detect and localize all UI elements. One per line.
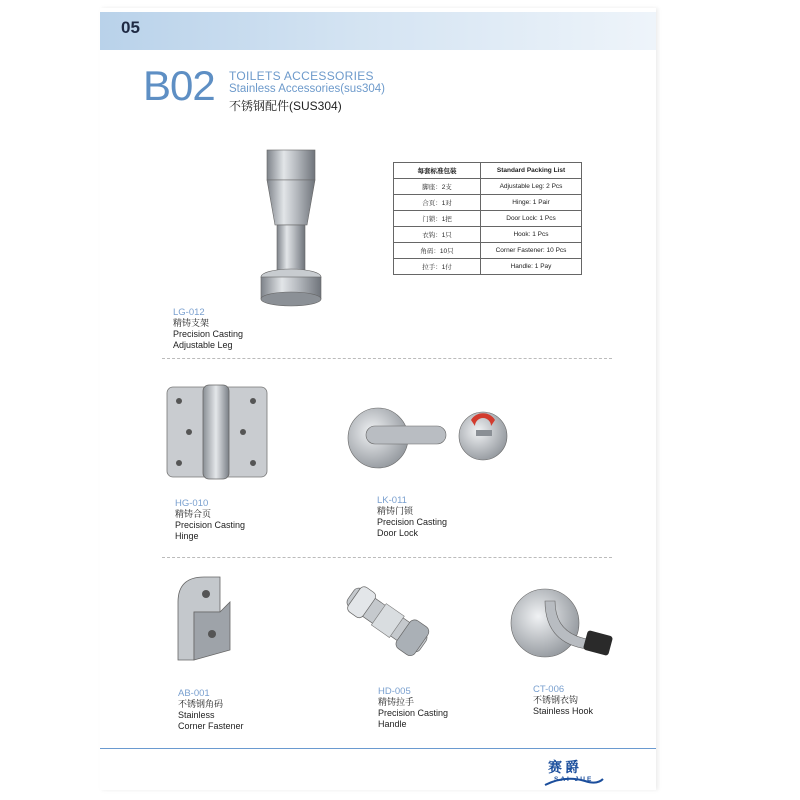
- table-header: Standard Packing List: [481, 163, 582, 179]
- table-row: [394, 243, 582, 259]
- table-row: [394, 195, 582, 211]
- table-header-row: [394, 163, 582, 179]
- product-name-cn: 不锈钢衣钩: [533, 695, 579, 705]
- table-cell: Hook: 1 Pcs: [481, 227, 582, 243]
- product-caption-hook: [533, 684, 593, 717]
- product-desc: Stainless: [178, 710, 215, 720]
- table-cell: Handle: 1 Pay: [481, 259, 582, 275]
- product-name-cn: 不锈钢角码: [178, 699, 224, 709]
- product-name-cn: 精铸支架: [173, 318, 210, 328]
- table-row: [394, 179, 582, 195]
- table-cell: Corner Fastener: 10 Pcs: [481, 243, 582, 259]
- product-desc: Precision Casting: [377, 517, 448, 527]
- product-code: CT-006: [533, 684, 565, 695]
- hinge-image: [165, 385, 270, 480]
- adjustable-leg-image: [255, 145, 335, 310]
- table-header: 每套标准包装: [394, 163, 481, 179]
- product-desc: Hinge: [175, 531, 199, 541]
- product-caption-leg: [173, 307, 243, 351]
- product-desc: Precision Casting: [378, 708, 449, 718]
- page-number: 05: [121, 18, 140, 37]
- table-cell: 角码：10只: [394, 243, 481, 259]
- stainless-hook-image: [505, 585, 615, 665]
- logo-text-en: SAI JUE: [554, 776, 594, 783]
- table-cell: 脚座：2支: [394, 179, 481, 195]
- product-desc: Precision Casting: [173, 329, 244, 339]
- table-cell: 拉手：1付: [394, 259, 481, 275]
- section-title: TOILETS ACCESSORIES: [229, 69, 374, 83]
- product-desc: Corner Fastener: [178, 721, 244, 731]
- header-band: [100, 12, 656, 50]
- product-desc: Adjustable Leg: [173, 340, 233, 350]
- product-caption-handle: [378, 686, 448, 730]
- door-lock-image: [348, 400, 508, 475]
- product-desc: Handle: [378, 719, 407, 729]
- table-cell: Hinge: 1 Pair: [481, 195, 582, 211]
- product-code: LK-011: [377, 495, 407, 506]
- product-code: HG-010: [175, 498, 209, 509]
- product-code: LG-012: [173, 307, 205, 318]
- section-subtitle: Stainless Accessories(sus304): [229, 83, 385, 95]
- product-caption-hinge: [175, 498, 245, 542]
- table-row: [394, 259, 582, 275]
- product-code: HD-005: [378, 686, 411, 697]
- footer-rule: [100, 748, 656, 749]
- product-code: AB-001: [178, 688, 210, 699]
- product-desc: Door Lock: [377, 528, 419, 538]
- section-subtitle-cn: 不锈钢配件(SUS304): [229, 99, 342, 113]
- table-cell: 合页：1对: [394, 195, 481, 211]
- table-row: [394, 211, 582, 227]
- section-divider: [162, 358, 612, 359]
- section-divider: [162, 557, 612, 558]
- table-cell: 门锁：1把: [394, 211, 481, 227]
- logo-text-cn: 赛爵: [548, 760, 582, 776]
- product-caption-fastener: [178, 688, 244, 732]
- product-name-cn: 精铸门锁: [377, 506, 414, 516]
- packing-list-table: [393, 162, 582, 275]
- table-cell: Door Lock: 1 Pcs: [481, 211, 582, 227]
- product-desc: Stainless Hook: [533, 706, 594, 716]
- corner-fastener-image: [170, 572, 235, 667]
- product-desc: Precision Casting: [175, 520, 246, 530]
- table-cell: Adjustable Leg: 2 Pcs: [481, 179, 582, 195]
- handle-image: [335, 575, 440, 665]
- product-name-cn: 精铸合页: [175, 509, 212, 519]
- series-code: B02: [143, 62, 215, 109]
- table-row: [394, 227, 582, 243]
- product-name-cn: 精铸拉手: [378, 697, 415, 707]
- product-caption-lock: [377, 495, 447, 539]
- table-cell: 衣钩：1只: [394, 227, 481, 243]
